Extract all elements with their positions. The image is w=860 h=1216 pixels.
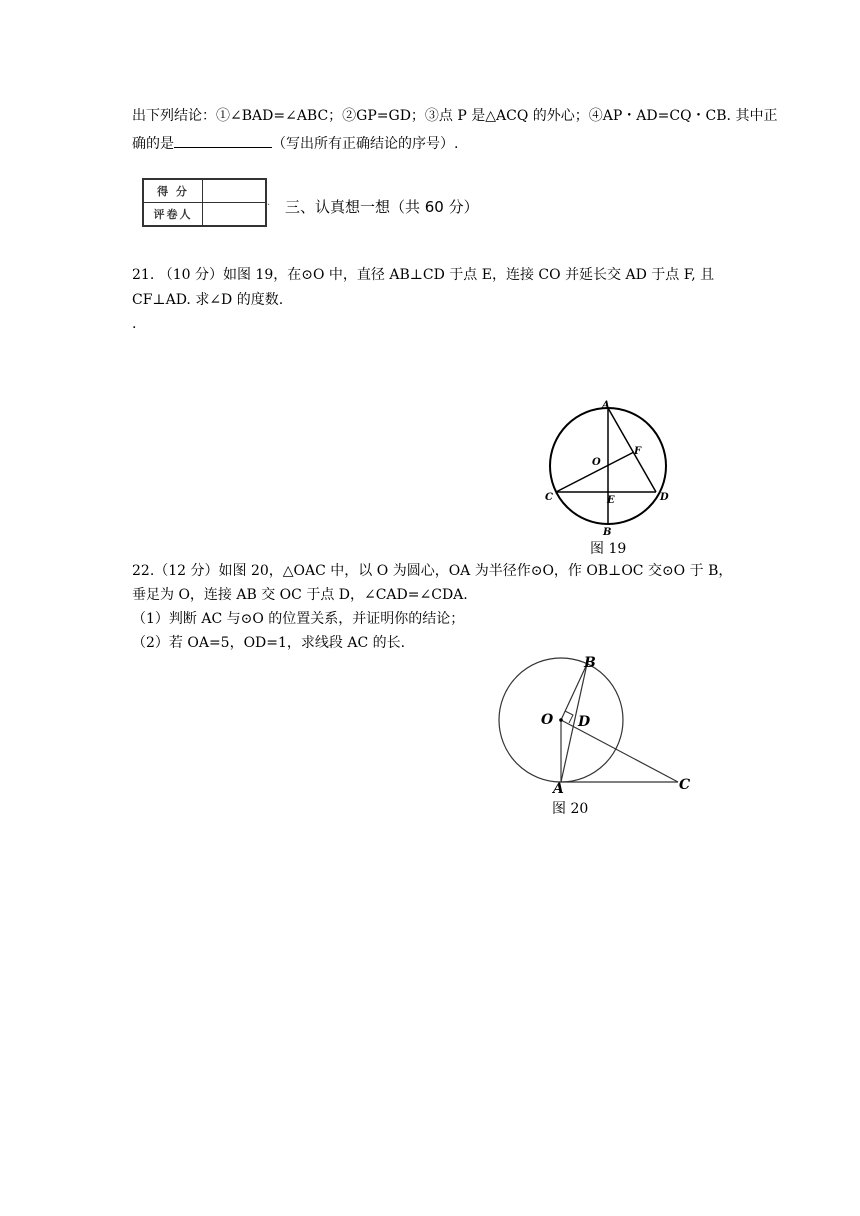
q22-line-2: 垂足为 O，连接 AB 交 OC 于点 D，∠CAD=∠CDA. (132, 587, 468, 603)
answer-blank (174, 131, 272, 148)
reviewer-label: 评卷人 (143, 203, 203, 227)
q22-part-2: （2）若 OA=5，OD=1，求线段 AC 的长. (132, 635, 406, 651)
figure-19-caption: 图 19 (590, 541, 627, 557)
label-e: E (607, 495, 615, 506)
segment-ob (561, 664, 587, 720)
label-f: F (634, 446, 642, 457)
label-d: D (578, 714, 591, 730)
label-d: D (660, 492, 669, 503)
score-label: 得 分 (143, 179, 203, 203)
label-a: A (602, 400, 610, 411)
segment-ad (608, 408, 656, 492)
q20-line-1: 出下列结论：①∠BAD=∠ABC；②GP=GD；③点 P 是△ACQ 的外心；④AP・AD=CQ・CB. 其中正 (132, 108, 778, 124)
score-cell (203, 179, 267, 203)
figure-20 (495, 650, 700, 798)
figure-19 (540, 396, 680, 538)
label-a: A (553, 781, 564, 797)
right-angle-mark (565, 711, 573, 723)
label-c: C (679, 777, 691, 793)
label-o: O (541, 712, 554, 728)
label-o: O (592, 457, 601, 468)
q22-part-1: （1）判断 AC 与⊙O 的位置关系，并证明你的结论； (132, 611, 465, 627)
label-b: B (603, 527, 612, 538)
center-point-o (559, 718, 563, 722)
q22-line-1: 22.（12 分）如图 20，△OAC 中，以 O 为圆心，OA 为半径作⊙O，作 OB⊥OC 交⊙O 于 B， (132, 563, 733, 579)
score-box (142, 178, 267, 227)
score-box-dot: · (267, 200, 271, 211)
q21-line-1: 21. （10 分）如图 19，在⊙O 中，直径 AB⊥CD 于点 E，连接 CO 并延长交 AD 于点 F, 且 (132, 267, 715, 283)
q20-line-2-prefix: 确的是 (132, 136, 174, 152)
q20-line-2 (132, 131, 458, 154)
q20-line-2-suffix: （写出所有正确结论的序号）. (272, 136, 459, 152)
q21-line-2: CF⊥AD. 求∠D 的度数. (132, 292, 284, 308)
label-b: B (584, 655, 596, 671)
section-title: 三、认真想一想（共 60 分） (285, 198, 479, 216)
reviewer-cell (203, 203, 267, 227)
label-c: C (545, 492, 553, 503)
figure-20-caption: 图 20 (552, 801, 589, 817)
q21-line-3: . (132, 316, 137, 332)
